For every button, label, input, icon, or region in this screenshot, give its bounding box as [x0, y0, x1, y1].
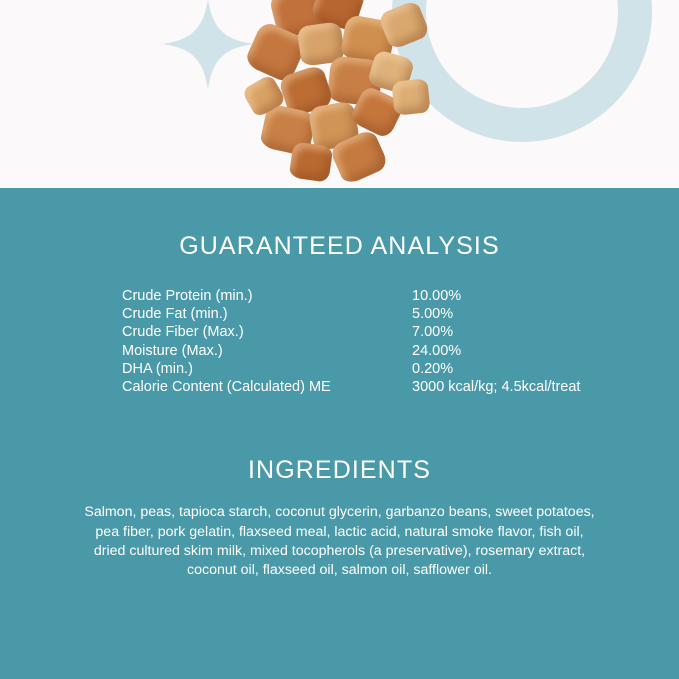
table-row — [122, 360, 679, 378]
table-row — [122, 287, 679, 305]
ingredients-title: INGREDIENTS — [248, 456, 431, 485]
table-row — [122, 305, 679, 323]
ga-value: 0.20% — [412, 360, 454, 377]
table-row — [122, 342, 679, 360]
sparkle-icon — [160, 0, 256, 92]
ga-label: DHA (min.) — [122, 360, 193, 377]
ga-label: Moisture (Max.) — [122, 342, 223, 359]
table-row — [122, 323, 679, 341]
guaranteed-analysis-table — [0, 287, 679, 396]
ga-label: Calorie Content (Calculated) ME — [122, 379, 331, 396]
table-row — [122, 378, 679, 396]
nutrition-panel — [0, 188, 679, 679]
dog-treat-kibble-pile-icon — [243, 0, 463, 184]
ga-value: 24.00% — [412, 342, 462, 359]
ingredients-text: Salmon, peas, tapioca starch, coconut glycerin, garbanzo beans, sweet potatoes, pea fiber, pork gelatin, flaxseed meal, lactic acid, natural smoke flavor, fish oil, dried cultured skim milk, mixed tocopherols (a preservative), rosemary extract, coconut oil, flaxseed oil, salmon oil, safflower oil. — [84, 504, 595, 579]
ga-label: Crude Fat (min.) — [122, 306, 228, 323]
ga-value: 3000 kcal/kg; 4.5kcal/treat — [412, 379, 581, 396]
ga-value: 5.00% — [412, 306, 454, 323]
ga-label: Crude Fiber (Max.) — [122, 324, 244, 341]
ga-value: 10.00% — [412, 288, 462, 304]
ga-value: 7.00% — [412, 324, 454, 341]
ga-label: Crude Protein (min.) — [122, 288, 253, 304]
hero-section — [0, 0, 679, 188]
guaranteed-analysis-title: GUARANTEED ANALYSIS — [179, 232, 500, 260]
